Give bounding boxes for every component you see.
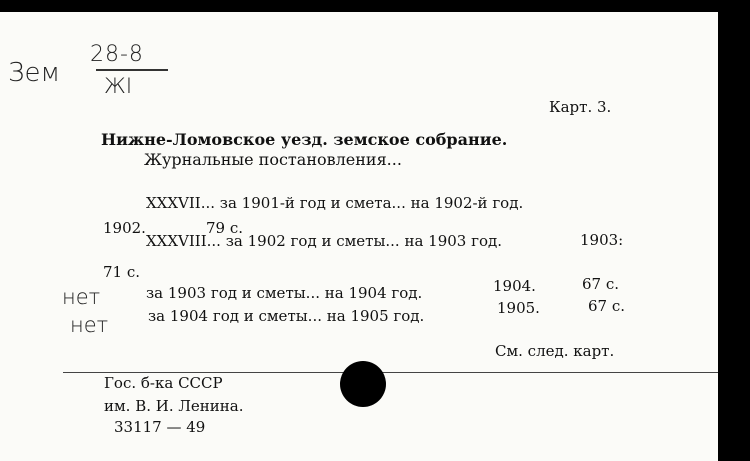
- punch-hole: [340, 361, 386, 407]
- card-title: Нижне-Ломовское уезд. земское собрание.: [101, 130, 508, 149]
- card-number: Карт. 3.: [549, 98, 612, 116]
- handwritten-fund-bottom: ЖI: [104, 74, 133, 98]
- card-subtitle: Журнальные постановления...: [144, 150, 402, 169]
- see-next-card: См. след. карт.: [495, 342, 615, 360]
- handwritten-fund-top: 28-8: [90, 42, 144, 67]
- handwritten-note-1: нет: [62, 285, 101, 309]
- entry1-text: XXXVII... за 1901-й год и смета... на 1902-й год.: [146, 194, 524, 212]
- entry4-text: за 1904 год и сметы... на 1905 год.: [148, 307, 425, 325]
- entry2-text: XXXVIII... за 1902 год и сметы... на 1903 год.: [146, 232, 503, 250]
- entry1-pages: 79 с.: [206, 219, 244, 237]
- entry3-text: за 1903 год и сметы... на 1904 год.: [146, 284, 423, 302]
- library-line-2: им. В. И. Ленина.: [104, 397, 244, 415]
- handwritten-note-2: нет: [70, 313, 109, 337]
- entry1-year: 1902.: [103, 219, 146, 237]
- library-line-3: 33117 — 49: [114, 418, 206, 436]
- entry2-year: 1903:: [580, 231, 624, 249]
- entry3-pages: 67 с.: [582, 275, 620, 293]
- library-line-1: Гос. б-ка СССР: [104, 374, 223, 392]
- entry2-pages: 71 с.: [103, 263, 141, 281]
- entry3-year: 1904.: [493, 277, 536, 295]
- entry4-pages: 67 с.: [588, 297, 626, 315]
- handwritten-fund-prefix: Зем: [8, 58, 61, 88]
- bottom-rule: [63, 372, 718, 373]
- fraction-line: [96, 69, 168, 71]
- entry4-year: 1905.: [497, 299, 540, 317]
- catalog-card: [0, 12, 718, 461]
